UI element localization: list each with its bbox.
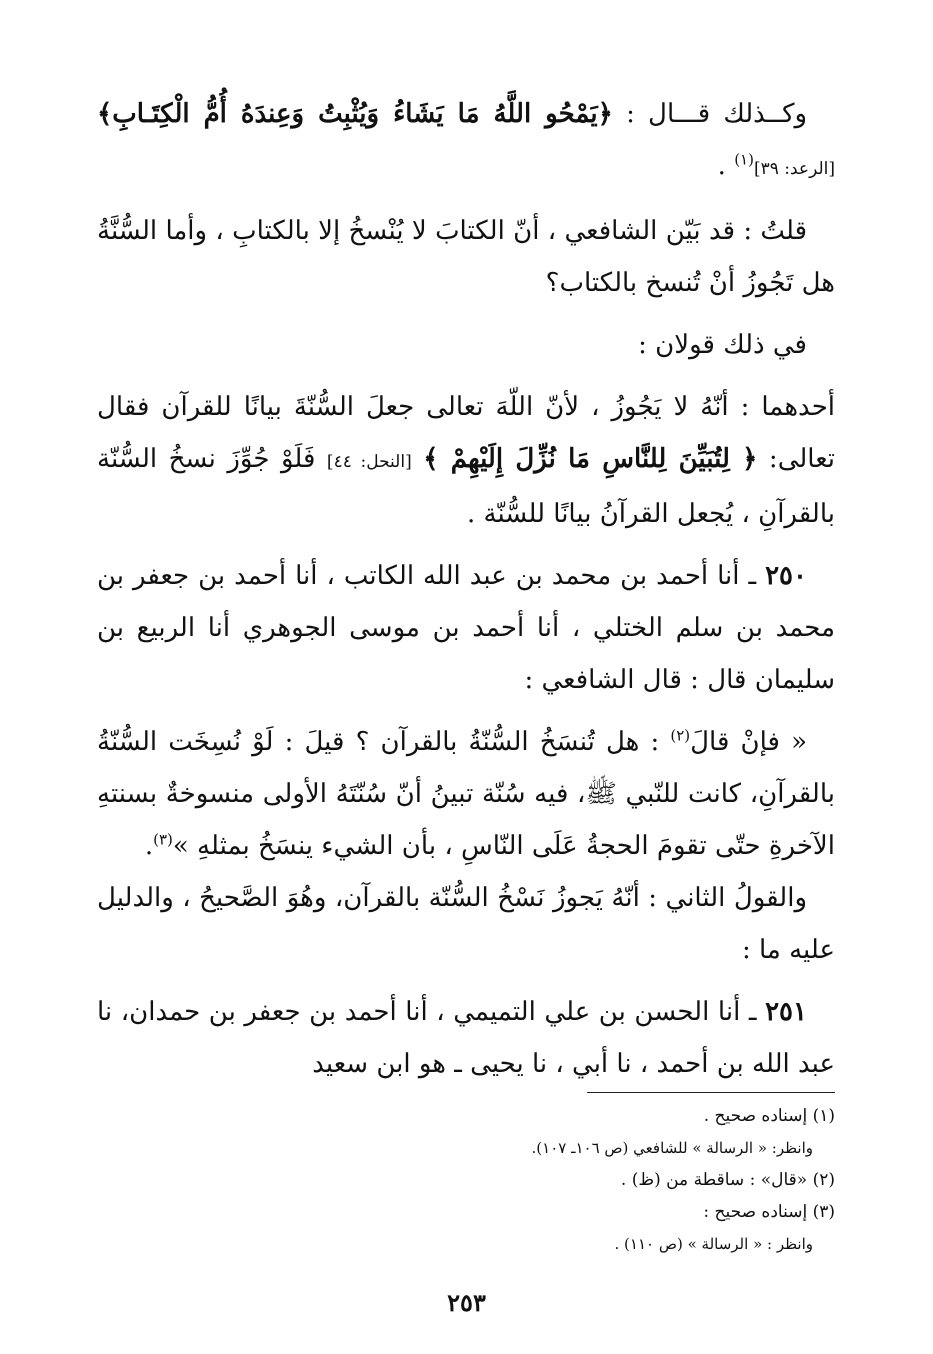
footnote-2: (٢) «قال» : ساقطة من (ظ) . <box>620 1170 835 1190</box>
hadith-number: ٢٥٠ <box>765 561 807 591</box>
first-opinion-conclusion: فَلَوْ جُوِّزَ نسخُ السُّنّة بالقرآنِ ، يُجعل القرآنُ بيانًا للسُّنّة . <box>97 444 835 529</box>
footnote-3: (٣) إسناده صحيح : <box>703 1202 835 1222</box>
footnote-3-reference: وانظر : « الرسالة » (ص ١١٠) . <box>614 1235 813 1253</box>
paragraph-two-opinions: في ذلك قولان : <box>638 330 807 360</box>
paragraph-author-comment: قلتُ : قد بَيّن الشافعي ، أنّ الكتابَ لا يُنْسخُ إلا بالكتابِ ، وأما السُّنَّةُ هل تَجُوزُ أنْ تُنسخ بالكتاب؟ <box>97 216 835 298</box>
paragraph-quran-quote <box>97 88 835 195</box>
intro-text: وكــذلك قـــال : <box>612 99 807 129</box>
hadith-number: ٢٥١ <box>765 997 807 1027</box>
footnote-1: (١) إسناده صحيح . <box>703 1106 835 1126</box>
quote-start: « فإنْ قالَ <box>690 727 807 757</box>
paragraph-first-opinion <box>97 381 835 540</box>
surah-reference: [الرعد: ٣٩] <box>753 159 835 179</box>
paragraph-second-opinion: والقولُ الثاني : أنّهُ يَجوزُ نَسْخُ السُّنّة بالقرآن، وهُوَ الصَّحيحُ ، والدليل عليه ما : <box>97 883 835 965</box>
surah-reference: [النحل: ٤٤] <box>326 452 412 472</box>
period: . <box>717 151 735 181</box>
period: . <box>144 831 154 861</box>
quran-verse: ﴿يَمْحُو اللَّهُ مَا يَشَاءُ وَيُثْبِتُ وَعِندَهُ أُمُّ الْكِتَـابِ﴾ <box>97 99 613 129</box>
page-number: ٢٥٣ <box>447 1288 486 1317</box>
first-opinion-text: أحدهما : أنّهُ لا يَجُوزُ ، لأنّ اللّهَ تعالى جعلَ السُّنّةَ بيانًا للقرآن فقال تعالى: <box>97 392 835 474</box>
hadith-251 <box>97 986 835 1090</box>
quote-body: : هل تُنسَخُ السُّنّةُ بالقرآن ؟ قيلَ : لَوْ نُسِخَت السُّنّةُ بالقرآنِ، كانت للنّبي ﷺ، فيه سُنّة تبينُ أنّ سُنّتَهُ الأولى منسوخةٌ بسنتهِ الآخرةِ حتّى تقومَ الحجةُ عَلَى النّاسِ ، بأن الشيء ينسَخُ بمثلهِ » <box>97 727 835 861</box>
isnad-text: ـ أنا الحسن بن علي التميمي ، أنا أحمد بن جعفر بن حمدان، نا عبد الله بن أحمد ، نا أبي ، نا يحيى ـ هو ابن سعيد <box>97 997 835 1079</box>
footnote-marker: (٢) <box>670 726 691 745</box>
isnad-text: ـ أنا أحمد بن محمد بن عبد الله الكاتب ، أنا أحمد بن جعفر بن محمد بن سلم الختلي ، أنا أحمد بن موسى الجوهري أنا الربيع بن سليمان قال : قال الشافعي : <box>97 561 835 695</box>
footnote-separator <box>587 1092 835 1093</box>
main-text <box>97 88 835 1090</box>
paragraph-shafii-quote <box>97 716 835 872</box>
quran-verse: ﴿ لِتُبَيِّنَ لِلنَّاسِ مَا نُزِّلَ إِلَيْهِمْ ﴾ <box>423 444 758 474</box>
footnote-marker: (١) <box>734 150 754 169</box>
footnotes <box>97 1100 835 1260</box>
footnote-1-reference: وانظر: « الرسالة » للشافعي (ص ١٠٦ـ ١٠٧). <box>531 1139 813 1157</box>
hadith-250 <box>97 550 835 706</box>
footnote-marker: (٣) <box>153 830 173 849</box>
